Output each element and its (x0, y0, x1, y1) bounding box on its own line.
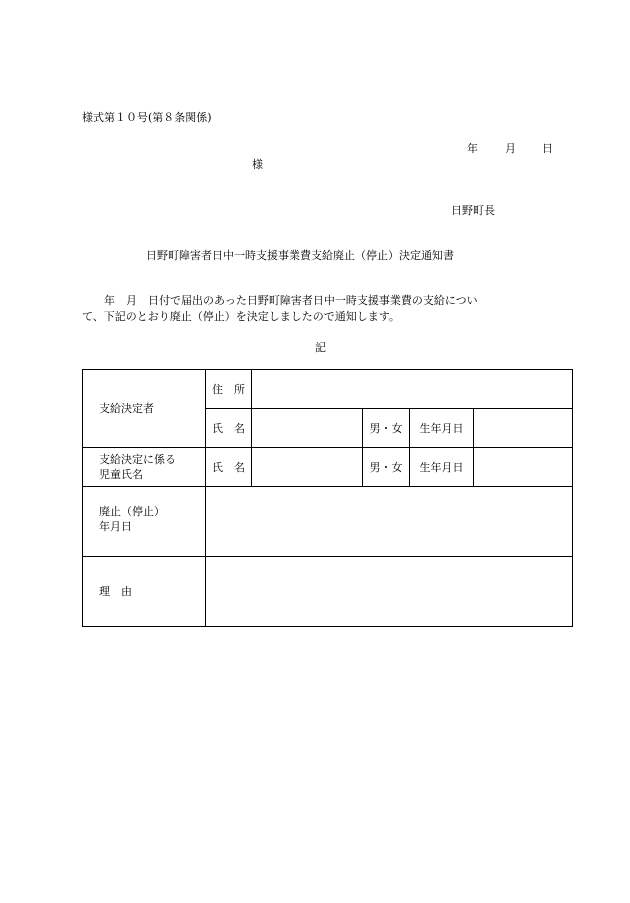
issuer: 日野町長 (451, 204, 495, 217)
abolish-date-value[interactable] (206, 487, 573, 557)
address-value[interactable] (252, 370, 573, 409)
child-dob-label: 生年月日 (410, 448, 474, 487)
recipient-name-value[interactable] (252, 409, 363, 448)
recipient-dob-value[interactable] (474, 409, 573, 448)
reason-row (83, 557, 573, 627)
child-name-value[interactable] (252, 448, 363, 487)
recipient-label: 支給決定者 (83, 370, 206, 448)
body-line-1: 年 月 日付で届出のあった日野町障害者日中一時支援事業費の支給につい (82, 294, 478, 307)
recipient-suffix: 様 (252, 158, 263, 171)
child-row (83, 448, 573, 487)
child-dob-value[interactable] (474, 448, 573, 487)
ki-heading: 記 (315, 341, 326, 354)
child-label-line2: 児童氏名 (99, 468, 143, 481)
child-gender-label: 男・女 (363, 448, 410, 487)
reason-label: 理 由 (83, 557, 206, 627)
address-label: 住 所 (206, 370, 252, 409)
address-row (83, 370, 573, 409)
recipient-name-label: 氏 名 (206, 409, 252, 448)
child-label-line1: 支給決定に係る (99, 453, 176, 466)
date-month: 月 (505, 142, 516, 155)
abolish-date-label (83, 487, 206, 557)
abolish-date-row (83, 487, 573, 557)
date-line (467, 142, 553, 156)
child-name-label: 氏 名 (206, 448, 252, 487)
abolish-label-line1: 廃止（停止） (99, 505, 165, 518)
date-year: 年 (467, 142, 478, 155)
date-day: 日 (542, 142, 553, 155)
recipient-gender-label: 男・女 (363, 409, 410, 448)
reason-value[interactable] (206, 557, 573, 627)
body-text (82, 293, 572, 325)
child-label (83, 448, 206, 487)
record-table (82, 369, 573, 627)
abolish-label-line2: 年月日 (99, 520, 132, 533)
recipient-dob-label: 生年月日 (410, 409, 474, 448)
document-title: 日野町障害者日中一時支援事業費支給廃止（停止）決定通知書 (146, 249, 454, 262)
form-number: 様式第１０号(第８条関係) (82, 111, 212, 124)
body-line-2: て、下記のとおり廃止（停止）を決定しましたので通知します。 (82, 310, 400, 323)
